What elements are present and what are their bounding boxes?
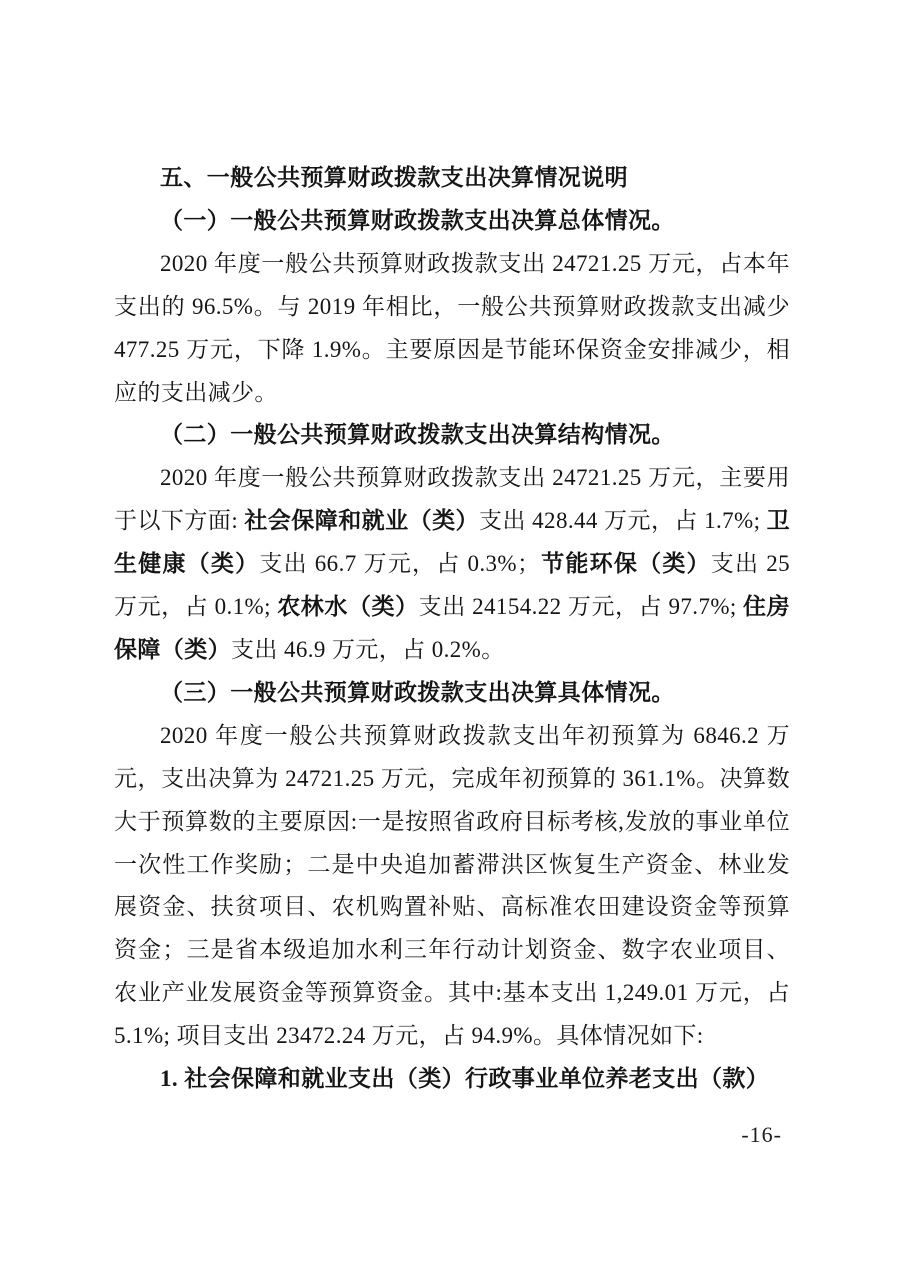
page-number: -16- (741, 1122, 782, 1147)
section-3-sub-item-heading: 1. 社会保障和就业支出（类）行政事业单位养老支出（款） (160, 1066, 770, 1092)
section-1-heading: （一）一般公共预算财政拨款支出决算总体情况。 (160, 207, 675, 233)
expense-detail-health: 支出 66.7 万元，占 0.3%； (259, 551, 541, 577)
expense-detail-housing-security: 支出 46.9 万元，占 0.2%。 (231, 636, 505, 662)
expense-category-social-security: 社会保障和就业（类） (244, 508, 479, 534)
expense-detail-energy-conservation: 支出 25 万元，占 0.1%; (114, 551, 791, 620)
section-2-paragraph (114, 457, 790, 672)
document-body (114, 157, 790, 1101)
expense-category-health: 卫生健康（类） (114, 508, 791, 577)
expense-category-energy-conservation: 节能环保（类） (540, 551, 711, 577)
section-1-paragraph: 2020 年度一般公共预算财政拨款支出 24721.25 万元，占本年支出的 96.5%。与 2019 年相比，一般公共预算财政拨款支出减少 477.25 万元，下降 1.9%。主要原因是节能环保资金安排减少，相应的支出减少。 (114, 250, 790, 405)
section-3-heading: （三）一般公共预算财政拨款支出决算具体情况。 (160, 679, 675, 705)
expense-detail-agriculture-forestry-water: 支出 24154.22 万元，占 97.7%; (418, 594, 744, 620)
main-heading: 五、一般公共预算财政拨款支出决算情况说明 (160, 165, 628, 190)
section-2-intro-text: 2020 年度一般公共预算财政拨款支出 24721.25 万元，主要用于以下方面: (114, 465, 790, 534)
expense-category-housing-security: 住房保障（类） (114, 594, 791, 662)
section-2-heading: （二）一般公共预算财政拨款支出决算结构情况。 (160, 422, 675, 448)
expense-category-agriculture-forestry-water: 农林水（类） (277, 594, 419, 620)
expense-detail-social-security: 支出 428.44 万元，占 1.7%; (479, 508, 767, 534)
section-3-paragraph: 2020 年度一般公共预算财政拨款支出年初预算为 6846.2 万元，支出决算为 24721.25 万元，完成年初预算的 361.1%。决算数大于预算数的主要原因:一是按照省政府目标考核,发放的事业单位一次性工作奖励；二是中央追加蓄滞洪区恢复生产资金、林业发展资金、扶贫项目、农机购置补贴、高标准农田建设资金等预算资金；三是省本级追加水利三年行动计划资金、数字农业项目、农业产业发展资金等预算资金。其中:基本支出 1,249.01 万元，占 5.1%; 项目支出 23472.24 万元，占 94.9%。具体情况如下: (114, 722, 790, 1049)
